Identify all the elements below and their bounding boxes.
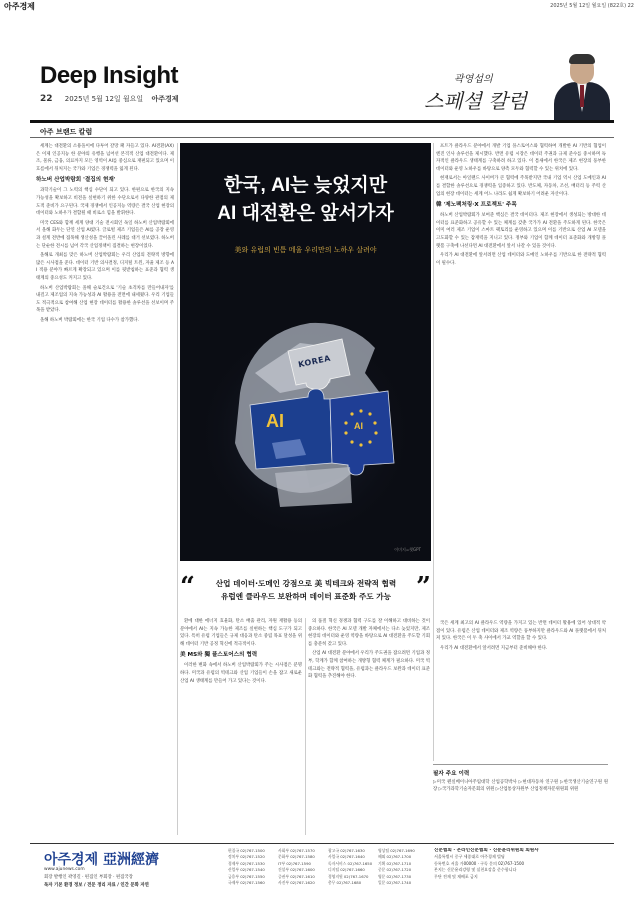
directory-entry: 중문 02)767-1720 [378,867,412,873]
directory-entry: 문화부 02)767-1580 [278,854,315,860]
hero-illustration [180,143,431,561]
paragraph: 현재로서는 아일랜드 사이버가 큰 협력에 주목받지만 국내 기업 역시 산업 도메인과 AI를 결합한 솔루션으로 경쟁력을 입증하고 있다. 반도체, 자동차, 조선, 배터리 등 주력 산업의 현장 데이터는 세계 어느 나라도 쉽게 확보하기 어려운 자산이다. [436,176,606,197]
paragraph: 미국 CES와 함께 세계 양대 기술 전시회인 독일 하노버 산업박람회에서 올해 화두는 단연 산업 AI였다. 글로벌 제조 기업들은 AI를 공장 운영과 설계 전반에 접목해 생산성을 끌어올린 사례를 대거 선보였다. 하노버는 단순한 전시를 넘어 각국 산업정책이 집결하는 현장이었다. [36,220,174,249]
directory-entry: 해외 02)767-1700 [378,854,412,860]
pull-quote-line-1: 산업 데이터·도메인 강점으로 美 빅테크와 전략적 협력 [215,579,397,588]
directory-entry: 경제부 02)767-1530 [228,860,265,866]
directory-entry: 광고국 02)767-1630 [328,848,365,853]
paragraph: 국은 세계 최고의 AI 클라우드 역량을 가지고 있는 반면 데이터 활용에 있어 상대적 약점이 있다. 유럽은 산업 데이터와 제조 역량은 풍부하지만 클라우드와 AI 플랫폼에서 뒤처져 있다. 한국은 이 두 축 사이에서 가교 역할을 할 수 있다. [436,621,606,642]
directory-entry: 증권부 02)767-1610 [278,873,315,879]
directory-entry: 일문 02)767-1740 [378,880,412,886]
registration-line: 등록번호 서울 가00000 · 구독 문의 02)767-1500 [434,860,525,866]
issue-meta: 2025년 5월 12일 월요일 (822호) 22 [550,3,634,9]
paragraph: 산업 AI 대전환 분야에서 우리가 주도권을 잡으려면 기업과 정부, 학계가 함께 참여하는 개방형 협력 체계가 필요하다. 미국 빅테크와는 전략적 협력을, 유럽과는 클라우드 보완과 데이터 표준화 협력을 추진해야 한다. [308,651,430,680]
subheading: 하노버 산업박람회 '결집의 현재' [36,177,116,184]
banner-rule [30,120,614,123]
article-column-1 [36,143,174,835]
article-column-4 [436,143,606,618]
directory-entry: 국제부 02)767-1560 [228,880,265,886]
directory-column-4 [378,848,428,886]
eu-ai-puzzle-piece [330,391,394,475]
paragraph: 과학기술이 그 노력의 핵심 수단이 되고 있다. 한편으로 한국의 지속 가능성을 확보하고 비전을 실현하기 위한 수단으로서 다양한 관점의 제도적 준비가 요구된다. 국제 경쟁에서 인공지능 역량은 결국 산업 현장의 데이터와 노하우가 결합될 때 비로소 힘을 발휘한다. [36,188,174,217]
close-quote-mark: ” [416,572,431,602]
pull-quote-line-2: 유럽엔 클라우드 보완하며 데이터 표준화 주도 가능 [221,592,391,601]
headline-line-2: AI 대전환은 앞서가자 [217,203,394,224]
directory-entry: IT부 02)767-1590 [278,860,311,866]
footer-logo: 아주경제 亞洲經濟 [44,852,159,868]
paper-name: 아주경제 [151,95,179,103]
directory-entry: 영상팀 02)767-1690 [378,848,415,853]
directory-entry: 독자서비스 02)767-1650 [328,860,373,866]
directory-entry: 건설부 02)767-1600 [278,867,315,873]
column-script-title [424,70,527,114]
paragraph: 올해로 개최를 맞은 하노버 산업박람회는 우리 산업의 전략적 방향에 많은 시사점을 준다. 데이터 기반 의사결정, 디지털 트윈, 자율 제조 등 AI 적용 분야가 빠르게 확장되고 있으며 이를 뒷받침하는 표준과 협력 생태계의 중요성도 커지고 있다. [36,253,174,281]
paragraph: 세계는 대전환의 소용돌이에 다투어 갈망 패 자들고 있다. AI전환(AX)은 이제 인공지능 한 분야의 유행을 넘어선 본격적 산업 대전환이다. 제조, 물류, 금융, 의료까지 모든 영역이 AI를 중심으로 재편되고 있으며 이 흐름에서 뒤처지는 국가와 기업은 경쟁력을 잃게 된다. [36,144,174,172]
directory-entry: 산업부 02)767-1540 [228,867,265,873]
paragraph: 올해 하노버 박람회에는 한국 기업 다수가 참가했다. [40,317,139,323]
directory-entry: 디지털 02)767-1660 [328,867,365,873]
ai-label-eu: AI [354,421,363,431]
copyright-line: 무단 전재 및 재배포 금지 [434,873,478,879]
profile-body: ▷미국 펜실베이니아주립대학 산업공학박사 ▷현대자동차 연구원 ▷한국생산기술연구원 원장 ▷국가과학기술자문회의 위원 ▷산업통상자원부 산업정책자문위원회 위원 [433,780,608,792]
korea-label: KOREA [297,353,332,370]
directory-entry: 사업국 02)767-1640 [328,854,365,860]
author-profile-box [433,764,608,834]
section-banner [30,52,614,120]
paragraph: 의 품질 혁신 경쟁과 협력 구도를 잘 이해하고 대비하는 것이 중요하다. 한국은 AI 모델 개발 자체에서는 다소 늦었지만, 제조 현장의 데이터와 운영 역량을 바탕으로 AI 대전환을 주도할 기회를 충분히 갖고 있다. [308,619,430,647]
columnist-portrait [550,52,614,120]
directory-column-3 [328,848,378,886]
image-credit: 이미지=챗GPT [394,547,421,552]
subheading: 美 MS와 獨 플스토어스의 협력 [180,652,258,659]
directory-entry: 사회부 02)767-1570 [278,848,315,853]
paragraph: 프트가 클라우드 분야에서 개발 기업 플스토어스와 협력하여 개발한 AI 기반의 협업이 엔진 인사 솔루션을 제시했다. 반면 유럽 시장은 데이터 주권과 규제 준수를 중시하며 독자적인 클라우드 생태계를 구축하려 하고 있다. 이 틈새에서 한국은 제조 현장의 풍부한 데이터와 운영 노하우를 바탕으로 양측 모두와 협력할 수 있는 위치에 있다. [436,144,606,172]
association-line: 신문협회 · 온라인신문협회 · 신문윤리위원회 회원사 [434,848,539,853]
article-column-4b [436,620,606,760]
section-label: 아주 브랜드 칼럼 [40,128,93,136]
directory-entry: 기획 02)767-1710 [378,860,412,866]
directory-entry: 정치부 02)767-1520 [228,854,265,860]
issue-date: 2025년 5월 12일 월요일 [64,95,144,103]
newspaper-logo: 아주경제 [4,2,35,11]
directory-column-2 [278,848,328,886]
subheading: 韓 '제노팩처링·X 프로젝트' 주목 [436,202,517,209]
paragraph: 우리가 AI 대전환에서 앞서려면 지금부터 준비해야 한다. [440,645,548,651]
directory-entry: 사진부 02)767-1620 [278,880,315,886]
paragraph: 환에 대한 에너지 효율화, 탄소 배출 관리, 자원 재활용 등의 분야에서 AI는 지속 가능한 제조를 실현하는 핵심 도구가 되고 있다. 특히 유럽 기업들은 규제 대응과 탄소 중립 목표 달성을 위해 데이터 기반 공정 혁신에 적극적이다. [180,619,302,647]
article-column-3 [308,618,430,835]
ai-label-us: AI [266,411,284,431]
directory-entry: 총무 02)767-1680 [328,880,362,886]
article-column-2 [180,618,302,835]
directory-column-1 [228,848,278,886]
columnist-name: 곽영섭의 [454,74,493,85]
directory-entry: 편집국 02)767-1500 [228,848,265,853]
top-bar [0,0,640,12]
column-name: 스페셜 칼럼 [424,89,527,113]
headline-subtitle: 美와 유럽의 빈틈 메울 우리만의 노하우 살려야 [234,246,377,254]
section-title: Deep Insight [40,62,179,89]
section-rule [30,137,614,138]
directory-entry: 영문 02)767-1730 [378,873,412,879]
paragraph: 하노버 산업박람회는 올해 슬로건으로 '기술 초격차를 만들어내자'를 내걸고 제조업의 지속 가능성과 AI 활용을 전면에 내세웠다. 우리 기업들도 적극적으로 참여해 산업 현장 데이터를 활용한 솔루션을 선보이며 주목을 받았다. [36,285,174,314]
footer-staff: 회장 발행인 곽영길 · 편집인 부회장 · 편집국장 [44,875,133,880]
directory-entry: 경영지원 02)767-1670 [328,873,369,879]
paragraph: 이러한 변화 속에서 하노버 산업박람회가 주는 시사점은 분명하다. 미국과 유럽의 빅테크와 산업 기업들이 손을 잡고 새로운 산업 AI 생태계를 만들어 가고 있다는 것이다. [180,663,302,684]
phone-directory [228,848,428,890]
paragraph: 하노버 산업박람회가 보여준 핵심은 결국 데이터다. 제조 현장에서 생성되는 방대한 데이터를 표준화하고 공유할 수 있는 체계를 갖춘 국가가 AI 전환을 주도하게 된다. 한국은 이미 여러 제조 기업이 스마트 팩토리를 운영하고 있으며 이를 기반으로 산업 AI 모델을 고도화할 수 있는 잠재력을 지니고 있다. 정부와 기업이 함께 데이터 표준화와 개방형 플랫폼 구축에 나선다면 AI 대전환에서 앞서 나갈 수 있을 것이다. [436,213,606,249]
masthead-footer [30,843,614,891]
ethics-line: 본지는 신문윤리강령 및 실천요강을 준수합니다 [434,867,517,873]
page-number: 22 [40,94,53,104]
publisher-info [434,848,614,890]
footer-url[interactable]: www.ajunews.com [44,867,85,872]
paragraph: 우리가 AI 대전환에 앞서려면 산업 데이터와 도메인 노하우를 기반으로 한 전략적 협력이 필수다. [436,253,606,266]
banner-subline [40,94,179,104]
headline-line-1: 한국, AI는 늦었지만 [223,175,388,196]
directory-entry: 금융부 02)767-1550 [228,873,265,879]
profile-title: 필자 주요 이력 [433,771,470,777]
footer-note: 독자 기본 환경 정보 / 전문 정리 자료 / 인간 문화 자연 [44,883,149,888]
address-line: 서울특별시 중구 세종대로 아주경제 빌딩 [434,854,505,860]
open-quote-mark: “ [180,572,195,602]
pull-quote [180,570,431,614]
